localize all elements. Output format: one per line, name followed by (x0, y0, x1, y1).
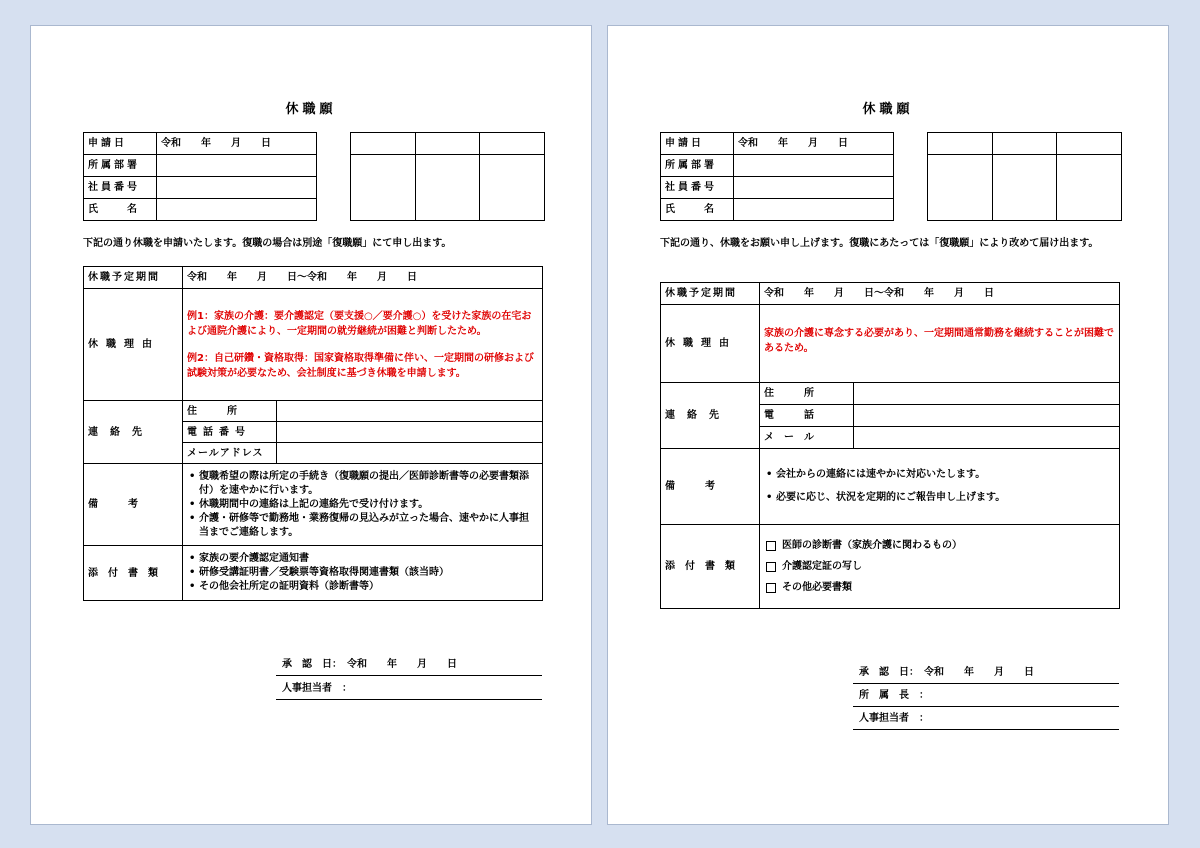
leave-details-table (83, 266, 543, 601)
stamp-header-3 (1057, 133, 1122, 155)
reason-field[interactable] (183, 289, 543, 401)
approval-date-line[interactable]: 承 認 日： 令和 年 月 日 (853, 664, 1119, 684)
reason-example-2: 例2：自己研鑽・資格取得：国家資格取得準備に伴い、一定期間の研修および試験対策が必要なため、会社制度に基づき休職を申請します。 (187, 352, 534, 379)
reason-label: 休職理由 (661, 305, 760, 383)
stamp-box-3[interactable] (480, 155, 545, 221)
intro-text: 下記の通り休職を申請いたします。復職の場合は別途「復職願」にて申し出ます。 (83, 238, 452, 249)
dept-field[interactable] (157, 155, 317, 177)
name-label: 氏 名 (84, 199, 157, 221)
date-label: 申請日 (661, 133, 734, 155)
stamp-header-3 (480, 133, 545, 155)
dept-label: 所属部署 (84, 155, 157, 177)
reason-text: 家族の介護に専念する必要があり、一定期間通常勤務を継続することが困難であるため。 (764, 327, 1114, 354)
checkbox-icon[interactable] (766, 562, 776, 572)
contact-label: 連絡先 (661, 383, 760, 449)
reason-example-1: 例1：家族の介護：要介護認定（要支援○／要介護○）を受けた家族の在宅および通院介護により、一定期間の就労継続が困難と判断したため。 (187, 310, 532, 337)
reason-label: 休職理由 (84, 289, 183, 401)
stamp-boxes (927, 132, 1122, 221)
contact-address-field[interactable] (854, 383, 1120, 405)
hr-person-line[interactable]: 人事担当者 ： (853, 710, 1119, 730)
attachment-checkbox-row[interactable] (766, 581, 1113, 594)
reason-field[interactable] (760, 305, 1120, 383)
remarks-field[interactable] (183, 464, 543, 546)
contact-email-field[interactable] (854, 427, 1120, 449)
employee-id-field[interactable] (734, 177, 894, 199)
contact-address-label: 住 所 (183, 401, 277, 422)
attachments-label: 添付書類 (84, 546, 183, 601)
stamp-box-2[interactable] (416, 155, 480, 221)
date-label: 申請日 (84, 133, 157, 155)
document-page-right (607, 25, 1169, 825)
remark-item: • 休職期間中の連絡は上記の連絡先で受け付けます。 (187, 498, 538, 512)
contact-phone-field[interactable] (277, 422, 543, 443)
contact-address-label: 住 所 (760, 383, 854, 405)
remark-item: • 介護・研修等で勤務地・業務復帰の見込みが立った場合、速やかに人事担当までご連絡します。 (187, 512, 538, 540)
attachments-field[interactable] (760, 525, 1120, 609)
date-field[interactable]: 令和 年 月 日 (157, 133, 317, 155)
period-label: 休職予定期間 (661, 283, 760, 305)
contact-label: 連絡先 (84, 401, 183, 464)
remark-item: • 必要に応じ、状況を定期的にご報告申し上げます。 (764, 491, 1115, 505)
applicant-table (660, 132, 894, 221)
contact-email-label: メ ー ル (760, 427, 854, 449)
attachment-item: • 研修受講証明書／受験票等資格取得関連書類（該当時） (187, 566, 538, 580)
stamp-box-1[interactable] (928, 155, 993, 221)
period-label: 休職予定期間 (84, 267, 183, 289)
stamp-header-2 (416, 133, 480, 155)
contact-address-field[interactable] (277, 401, 543, 422)
dept-label: 所属部署 (661, 155, 734, 177)
stamp-box-3[interactable] (1057, 155, 1122, 221)
stamp-box-2[interactable] (993, 155, 1057, 221)
date-field[interactable]: 令和 年 月 日 (734, 133, 894, 155)
contact-phone-label: 電 話 (760, 405, 854, 427)
intro-text: 下記の通り、休職をお願い申し上げます。復職にあたっては「復職願」により改めて届け出ます。 (660, 238, 1099, 249)
page-title: 休職願 (285, 102, 337, 117)
remarks-field[interactable] (760, 449, 1120, 525)
dept-field[interactable] (734, 155, 894, 177)
checkbox-icon[interactable] (766, 541, 776, 551)
attachment-item: • 家族の要介護認定通知書 (187, 552, 538, 566)
employee-id-label: 社員番号 (84, 177, 157, 199)
remark-item: • 会社からの連絡には速やかに対応いたします。 (764, 468, 1115, 482)
contact-phone-field[interactable] (854, 405, 1120, 427)
approval-date-line[interactable]: 承 認 日： 令和 年 月 日 (276, 656, 542, 676)
attachment-item: その他必要書類 (782, 582, 852, 593)
contact-email-label: メールアドレス (183, 443, 277, 464)
stamp-box-1[interactable] (351, 155, 416, 221)
attachment-checkbox-row[interactable] (766, 560, 1113, 573)
document-page-left (30, 25, 592, 825)
manager-line[interactable]: 所 属 長 ： (853, 687, 1119, 707)
applicant-table (83, 132, 317, 221)
attachments-field[interactable] (183, 546, 543, 601)
period-field[interactable]: 令和 年 月 日～令和 年 月 日 (760, 283, 1120, 305)
employee-id-label: 社員番号 (661, 177, 734, 199)
name-label: 氏 名 (661, 199, 734, 221)
attachments-label: 添付書類 (661, 525, 760, 609)
checkbox-icon[interactable] (766, 583, 776, 593)
stamp-header-1 (928, 133, 993, 155)
attachment-item: • その他会社所定の証明資料（診断書等） (187, 580, 538, 594)
stamp-boxes (350, 132, 545, 221)
remarks-label: 備 考 (84, 464, 183, 546)
remark-item: • 復職希望の際は所定の手続き（復職願の提出／医師診断書等の必要書類添付）を速やかに行います。 (187, 470, 538, 498)
page-title: 休職願 (862, 102, 914, 117)
attachment-checkbox-row[interactable] (766, 539, 1113, 552)
hr-person-line[interactable]: 人事担当者 ： (276, 680, 542, 700)
remarks-label: 備 考 (661, 449, 760, 525)
attachment-item: 医師の診断書（家族介護に関わるもの） (782, 540, 962, 551)
stamp-header-1 (351, 133, 416, 155)
stamp-header-2 (993, 133, 1057, 155)
name-field[interactable] (157, 199, 317, 221)
period-field[interactable]: 令和 年 月 日～令和 年 月 日 (183, 267, 543, 289)
contact-email-field[interactable] (277, 443, 543, 464)
contact-phone-label: 電話番号 (183, 422, 277, 443)
leave-details-table (660, 282, 1120, 609)
employee-id-field[interactable] (157, 177, 317, 199)
attachment-item: 介護認定証の写し (782, 561, 862, 572)
name-field[interactable] (734, 199, 894, 221)
